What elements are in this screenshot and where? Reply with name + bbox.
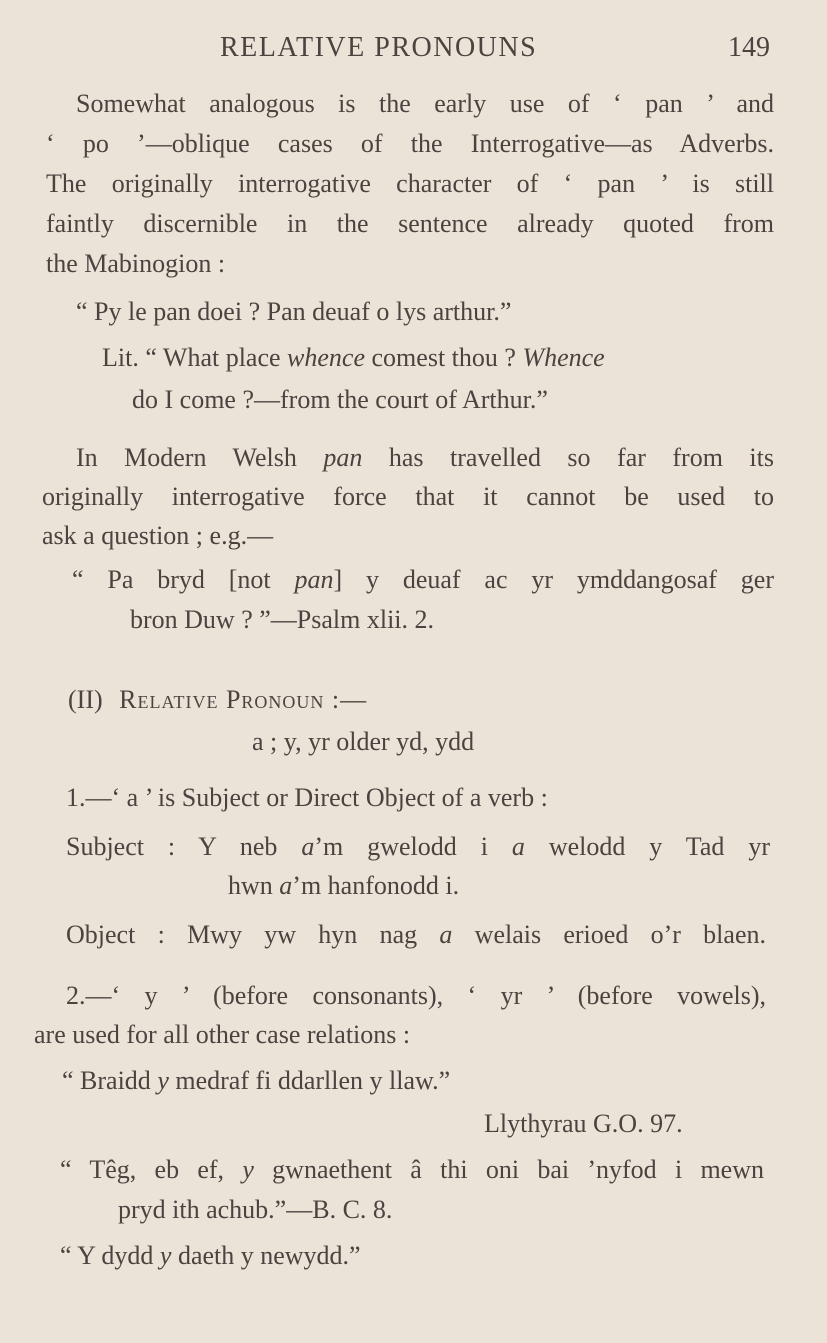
section-numeral: (II) [68,685,103,714]
running-header: RELATIVE PRONOUNS [220,32,538,63]
example-text: ’m hanfonodd i. [292,871,460,900]
example-text: welodd y Tad yr [524,832,770,861]
rule-1-subject-example [66,831,770,863]
paragraph-1-line-2: ‘ po ’—oblique cases of the Interrogative—as Adverbs. [46,129,774,158]
psalm-quote-line-1 [72,564,774,596]
example-1-quote [62,1065,450,1097]
example-text: “ Braidd [62,1066,158,1095]
example-text: Mwy yw hyn nag [164,920,440,949]
italic-word: y [157,1066,169,1095]
paragraph-text: has travelled so far from its [362,443,775,472]
italic-word: a [439,920,453,949]
quote-literal-text: comest thou ? [365,343,523,372]
example-label: Subject : [66,832,176,861]
example-2-quote-line-1 [60,1154,764,1186]
example-1-source: Llythyrau G.O. 97. [484,1109,683,1138]
example-text: Y neb [175,832,302,861]
example-text: welais erioed o’r blaen. [452,920,766,949]
quote-literal-translation [102,342,605,374]
italic-word: y [242,1155,254,1184]
italic-word: pan [294,565,334,594]
paragraph-1-line-1: Somewhat analogous is the early use of ‘ pan ’ and [76,89,774,118]
example-text: medraf fi ddarllen y llaw.” [168,1066,451,1095]
paragraph-2-line-3: ask a question ; e.g.— [42,521,274,550]
italic-word: a [279,871,293,900]
example-text: gwnaethent â thi oni bai ’nyfod i mewn [253,1155,764,1184]
rule-1-object-example [66,919,766,951]
psalm-quote-line-2: bron Duw ? ”—Psalm xlii. 2. [130,605,435,634]
rule-1-text: 1.—‘ a ’ is Subject or Direct Object of a verb : [66,783,548,812]
paragraph-1-line-4: faintly discernible in the sentence already quoted from [46,209,774,238]
italic-word: whence [287,343,366,372]
page-number: 149 [728,32,770,63]
paragraph-text: In Modern Welsh [76,443,324,472]
example-text: “ Y dydd [60,1241,160,1270]
quote-text: ] y deuaf ac yr ymddangosaf ger [333,565,774,594]
italic-word: a [301,832,315,861]
example-label: Object : [66,920,165,949]
section-heading [68,684,367,716]
section-title: Relative Pronoun :— [119,685,368,714]
quote-text: “ Pa bryd [not [72,565,295,594]
italic-word: Whence [522,343,605,372]
example-text: daeth y newydd.” [171,1241,361,1270]
rule-1-subject-example-line-2 [228,870,459,902]
paragraph-1-line-3: The originally interrogative character of ‘ pan ’ is still [46,169,774,198]
quote-literal-line-2: do I come ?—from the court of Arthur.” [132,385,548,414]
italic-word: a [511,832,525,861]
example-3-quote [60,1240,361,1272]
example-text: “ Têg, eb ef, [60,1155,243,1184]
example-text: ’m gwelodd i [314,832,512,861]
quote-literal-text: Lit. “ What place [102,343,288,372]
example-text: hwn [228,871,280,900]
paragraph-2-line-1 [76,442,774,474]
rule-2-line-1: 2.—‘ y ’ (before consonants), ‘ yr ’ (before vowels), [66,981,766,1010]
example-2-quote-line-2: pryd ith achub.”—B. C. 8. [118,1195,393,1224]
paragraph-2-line-2: originally interrogative force that it cannot be used to [42,482,774,511]
relative-pronoun-forms: a ; y, yr older yd, ydd [252,727,475,756]
italic-word: y [159,1241,172,1270]
quote-welsh: “ Py le pan doei ? Pan deuaf o lys arthur.” [76,297,512,326]
rule-2-line-2: are used for all other case relations : [34,1020,411,1049]
italic-word: pan [323,443,363,472]
paragraph-1-line-5: the Mabinogion : [46,249,226,278]
